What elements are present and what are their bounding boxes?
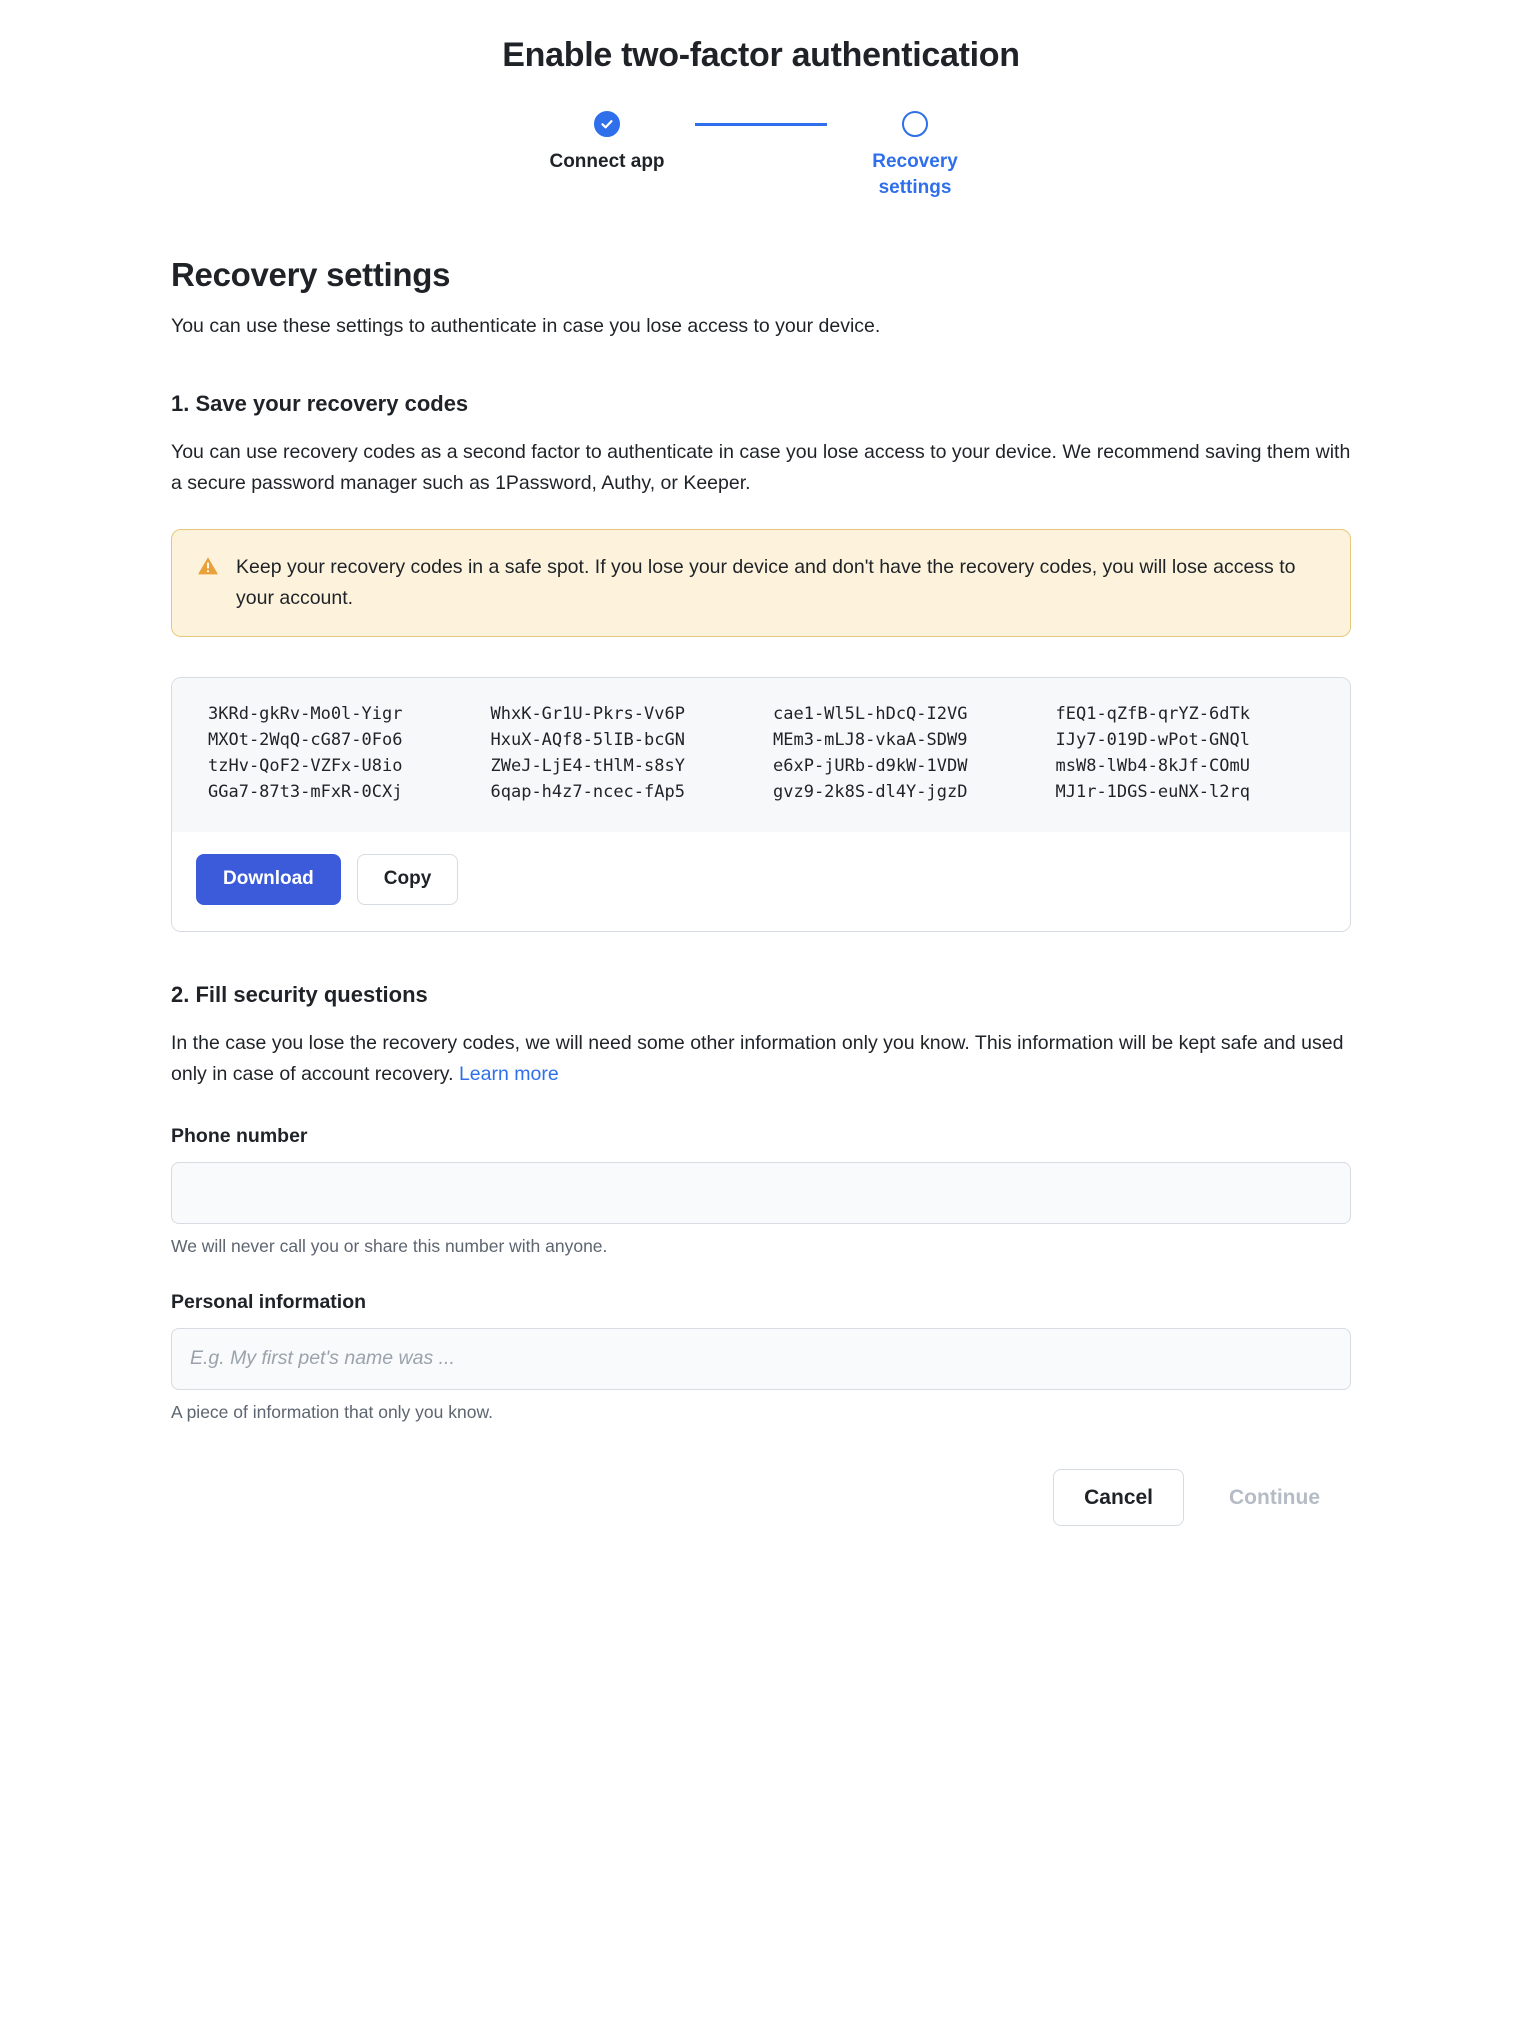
- cancel-button[interactable]: Cancel: [1053, 1469, 1184, 1526]
- section-title: Recovery settings: [171, 256, 451, 294]
- recovery-code: GGa7-87t3-mFxR-0CXj: [208, 782, 403, 803]
- step2-body: [171, 1028, 1351, 1090]
- recovery-codes-grid: [172, 678, 1350, 832]
- phone-number-label: Phone number: [171, 1124, 308, 1147]
- recovery-code: WhxK-Gr1U-Pkrs-Vv6P: [490, 704, 685, 725]
- recovery-code: 3KRd-gkRv-Mo0l-Yigr: [208, 704, 403, 725]
- warning-text: Keep your recovery codes in a safe spot. If you lose your device and don't have the recovery codes, you will lose access to your account.: [236, 555, 1296, 610]
- stepper-label-recovery-settings: Recovery settings: [872, 151, 958, 198]
- main-content: [171, 256, 1351, 1565]
- recovery-codes-actions: [172, 832, 1350, 931]
- stepper-step-connect-app[interactable]: [519, 111, 695, 175]
- download-button[interactable]: Download: [196, 854, 341, 905]
- recovery-code: gvz9-2k8S-dl4Y-jgzD: [773, 782, 968, 803]
- learn-more-link[interactable]: Learn more: [458, 1063, 559, 1086]
- continue-button[interactable]: Continue: [1198, 1469, 1351, 1526]
- stepper-inner: [519, 111, 1003, 200]
- recovery-codes-warning: [171, 529, 1351, 637]
- personal-information-help: A piece of information that only you know.: [171, 1401, 493, 1422]
- stepper: [0, 111, 1522, 200]
- step2-body-text: In the case you lose the recovery codes, we will need some other information only you know. This information will be kept safe and used only in case of account recovery.: [171, 1032, 1344, 1086]
- stepper-connector: [695, 123, 827, 126]
- recovery-code: cae1-Wl5L-hDcQ-I2VG: [773, 704, 968, 725]
- recovery-code: e6xP-jURb-d9kW-1VDW: [773, 756, 968, 777]
- recovery-code: HxuX-AQf8-5lIB-bcGN: [490, 730, 685, 751]
- phone-number-field: [171, 1125, 1351, 1257]
- phone-number-help: We will never call you or share this number with anyone.: [171, 1235, 608, 1256]
- personal-information-input[interactable]: [171, 1328, 1351, 1390]
- personal-information-field: [171, 1291, 1351, 1423]
- recovery-code: tzHv-QoF2-VZFx-U8io: [208, 756, 403, 777]
- two-factor-setup-page: [0, 36, 1522, 1566]
- recovery-code: MJ1r-1DGS-euNX-l2rq: [1055, 782, 1250, 803]
- step1-heading: 1. Save your recovery codes: [171, 390, 469, 416]
- recovery-code: IJy7-019D-wPot-GNQl: [1055, 730, 1250, 751]
- recovery-code: 6qap-h4z7-ncec-fAp5: [490, 782, 685, 803]
- recovery-codes-panel: [171, 677, 1351, 932]
- recovery-code: MEm3-mLJ8-vkaA-SDW9: [773, 730, 968, 751]
- recovery-code: msW8-lWb4-8kJf-COmU: [1055, 756, 1250, 777]
- stepper-label-connect-app: Connect app: [549, 151, 665, 172]
- warning-triangle-icon: [196, 554, 220, 583]
- circle-icon: [902, 111, 928, 137]
- personal-information-label: Personal information: [171, 1290, 367, 1313]
- page-title: Enable two-factor authentication: [502, 36, 1020, 74]
- phone-number-input[interactable]: [171, 1162, 1351, 1224]
- recovery-code: fEQ1-qZfB-qrYZ-6dTk: [1055, 704, 1250, 725]
- section-subtitle: You can use these settings to authenticate in case you lose access to your device.: [171, 315, 881, 338]
- step2-heading: 2. Fill security questions: [171, 982, 428, 1008]
- recovery-code: ZWeJ-LjE4-tHlM-s8sY: [490, 756, 685, 777]
- copy-button[interactable]: Copy: [357, 854, 459, 905]
- step1-body: You can use recovery codes as a second factor to authenticate in case you lose access to your device. We recommend saving them with a secure password manager such as 1Password, Authy, or Keeper.: [171, 440, 1351, 494]
- footer-actions: [171, 1469, 1351, 1526]
- recovery-code: MXOt-2WqQ-cG87-0Fo6: [208, 730, 403, 751]
- stepper-step-recovery-settings[interactable]: [827, 111, 1003, 200]
- check-icon: [594, 111, 620, 137]
